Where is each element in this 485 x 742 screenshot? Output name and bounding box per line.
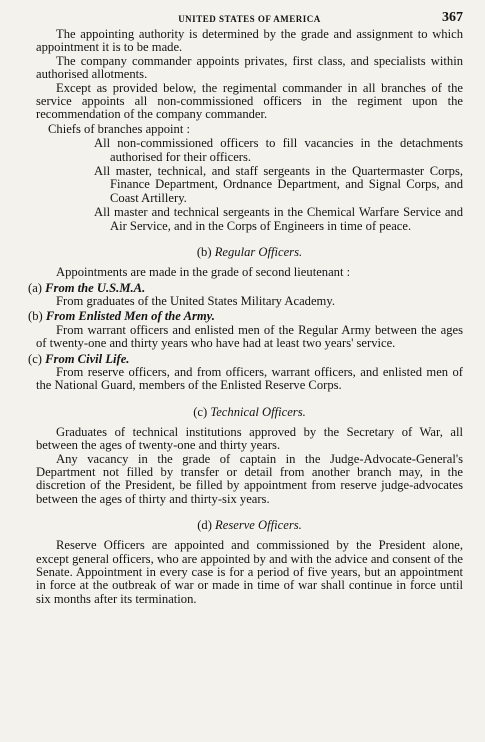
section-prefix: (c) [193,404,208,419]
subheading-usma [28,282,463,295]
list-item-3: All master and technical sergeants in the Chemical Warfare Service and Air Service, and in the Corps of Engineers in time of peace. [94,205,463,233]
page-number: 367 [442,10,463,25]
sub-label: (c) [28,351,42,366]
section-title: Regular Officers. [214,245,303,260]
section-prefix: (b) [196,245,212,260]
enlisted-men-paragraph: From warrant officers and enlisted men of the Regular Army between the ages of twenty-one and thirty years who have had at least two years' service. [36,322,463,351]
chiefs-label: Chiefs of branches appoint : [48,121,190,136]
intro-paragraph-1: The appointing authority is determined by the grade and assignment to which appointment it is to be made. [36,27,463,55]
sub-label: (a) [28,280,42,295]
section-heading-reserve-officers [36,518,463,533]
section-heading-regular-officers [36,245,463,260]
sub-title: From the U.S.M.A. [45,280,146,295]
section-title: Reserve Officers. [215,518,302,533]
usma-paragraph: From graduates of the United States Military Academy. [56,293,335,308]
subheading-civil-life [28,353,463,366]
list-item-1: All non-commissioned officers to fill vacancies in the detachments authorised for their officers. [94,136,463,164]
intro-paragraph-3: Except as provided below, the regimental commander in all branches of the service appoints all non-commissioned officers in the regiment upon the recommendation of the company commander. [36,80,463,122]
sub-label: (b) [28,309,43,324]
technical-paragraph-1: Graduates of technical institutions approved by the Secretary of War, all between the ages of twenty-one and thirty years. [36,424,463,453]
page-header [36,8,463,28]
sub-title: From Civil Life. [45,351,130,366]
list-item-2: All master, technical, and staff sergeants in the Quartermaster Corps, Finance Department, Ordnance Department, and Signal Corps, and Coast Artillery. [94,164,463,205]
section-prefix: (d) [197,518,212,533]
intro-paragraph-2: The company commander appoints privates, first class, and specialists within authorised allotments. [36,53,463,82]
section-heading-technical-officers [36,405,463,420]
subheading-enlisted-men [28,310,463,323]
regular-officers-intro: Appointments are made in the grade of second lieutenant : [56,265,351,280]
sub-title: From Enlisted Men of the Army. [45,309,215,324]
reserve-paragraph: Reserve Officers are appointed and commissioned by the President alone, except general officers, who are appointed by and with the advice and consent of the Senate. Appointment in every case is for a period of five years, but an appointment in force at the outbreak of war or made in time of war shall continue in force until six months after its termination. [36,538,463,606]
civil-life-paragraph: From reserve officers, and from officers, warrant officers, and enlisted men of the National Guard, members of the Enlisted Reserve Corps. [36,364,463,393]
technical-paragraph-2: Any vacancy in the grade of captain in the Judge-Advocate-General's Department not filled by transfer or detail from another branch may, in the discretion of the President, be filled by appointment from reserve judge-advocates between the ages of thirty and thirty-six years. [36,451,463,506]
running-title: UNITED STATES OF AMERICA [178,14,321,24]
section-title: Technical Officers. [210,404,306,419]
